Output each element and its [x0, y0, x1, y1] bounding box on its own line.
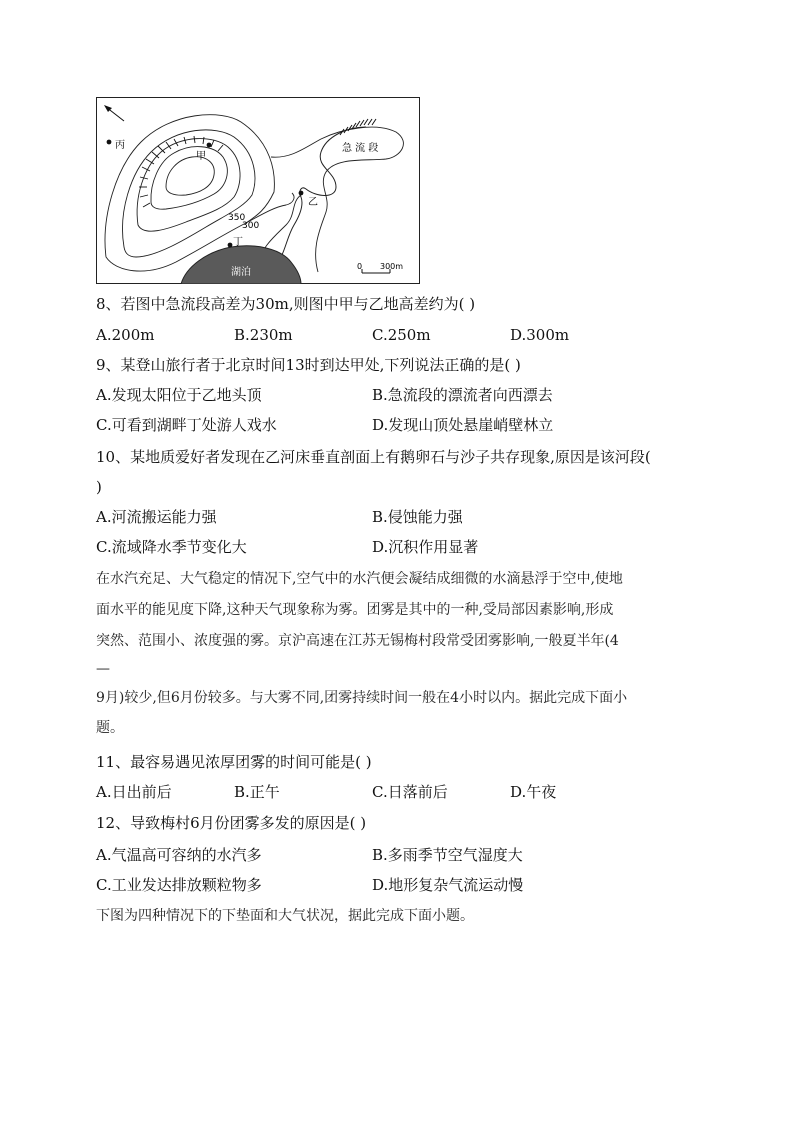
- option-b: B.正午: [234, 783, 280, 801]
- label-jia: 甲: [196, 151, 206, 162]
- question-9-stem: 9、某登山旅行者于北京时间13时到达甲处,下列说法正确的是( ): [96, 356, 521, 374]
- question-8-options: [96, 325, 716, 345]
- option-b: B.多雨季节空气湿度大: [372, 846, 523, 864]
- passage-line-3: 突然、范围小、浓度强的雾。京沪高速在江苏无锡梅村段常受团雾影响,一般夏半年(4: [96, 633, 619, 649]
- option-c: C.250m: [372, 326, 431, 344]
- option-c: C.工业发达排放颗粒物多: [96, 876, 262, 894]
- label-contour-300: 300: [242, 221, 260, 231]
- question-11-options: [96, 782, 716, 802]
- option-d: D.300m: [510, 326, 570, 344]
- option-d: D.地形复杂气流运动慢: [372, 876, 524, 894]
- passage-line-6: 题。: [96, 720, 124, 736]
- label-yi: 乙: [308, 197, 318, 208]
- question-9-options-row1: [96, 385, 716, 405]
- option-c: C.流域降水季节变化大: [96, 538, 247, 556]
- question-10-stem-cont: ): [96, 478, 102, 496]
- passage-line-4: —: [96, 661, 110, 677]
- question-12-options-row2: [96, 875, 716, 895]
- label-ding: 丁: [233, 237, 243, 248]
- option-d: D.沉积作用显著: [372, 538, 479, 556]
- option-b: B.230m: [234, 326, 293, 344]
- label-bing: 丙: [115, 140, 125, 151]
- option-a: A.日出前后: [96, 783, 172, 801]
- question-10-stem: 10、某地质爱好者发现在乙河床垂直剖面上有鹅卵石与沙子共存现象,原因是该河段(: [96, 448, 651, 466]
- scale-distance: 300m: [380, 262, 404, 271]
- option-c: C.可看到湖畔丁处游人戏水: [96, 416, 277, 434]
- question-12-stem: 12、导致梅村6月份团雾多发的原因是( ): [96, 814, 367, 832]
- option-b: B.侵蚀能力强: [372, 508, 463, 526]
- option-a: A.200m: [96, 326, 155, 344]
- question-10-options-row1: [96, 507, 716, 527]
- passage-line-1: 在水汽充足、大气稳定的情况下,空气中的水汽便会凝结成细微的水滴悬浮于空中,使地: [96, 571, 623, 587]
- label-contour-350: 350: [228, 213, 246, 223]
- point-bing-marker: [107, 140, 112, 145]
- question-9-options-row2: [96, 415, 716, 435]
- option-c: C.日落前后: [372, 783, 448, 801]
- label-lake: 湖泊: [231, 267, 251, 278]
- label-rapids: 急 流 段: [342, 143, 379, 154]
- option-a: A.河流搬运能力强: [96, 508, 217, 526]
- closing-instruction: 下图为四种情况下的下垫面和大气状况，据此完成下面小题。: [96, 908, 474, 924]
- option-d: D.发现山顶处悬崖峭壁林立: [372, 416, 554, 434]
- question-11-stem: 11、最容易遇见浓厚团雾的时间可能是( ): [96, 753, 372, 771]
- scale-zero: 0: [357, 262, 363, 271]
- passage-line-2: 面水平的能见度下降,这种天气现象称为雾。团雾是其中的一种,受局部因素影响,形成: [96, 602, 614, 618]
- option-b: B.急流段的漂流者向西漂去: [372, 386, 553, 404]
- question-8-stem: 8、若图中急流段高差为30m,则图中甲与乙地高差约为( ): [96, 295, 476, 313]
- point-jia-marker: [207, 143, 212, 148]
- question-12-options-row1: [96, 845, 716, 865]
- point-yi-marker: [299, 191, 304, 196]
- question-10-options-row2: [96, 537, 716, 557]
- passage-line-5: 9月)较少,但6月份较多。与大雾不同,团雾持续时间一般在4小时以内。据此完成下面小: [96, 690, 628, 706]
- contour-map-figure: [96, 97, 420, 284]
- point-ding-marker: [228, 243, 233, 248]
- option-a: A.发现太阳位于乙地头顶: [96, 386, 262, 404]
- option-a: A.气温高可容纳的水汽多: [96, 846, 262, 864]
- option-d: D.午夜: [510, 783, 557, 801]
